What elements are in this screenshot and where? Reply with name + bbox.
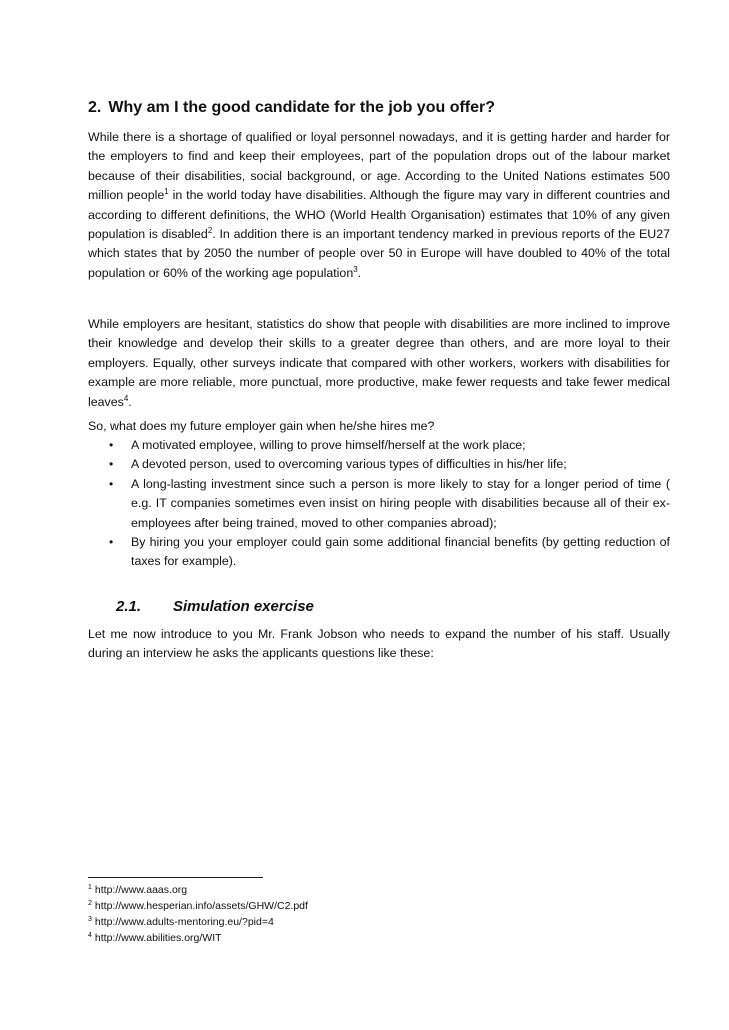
paragraph-question: So, what does my future employer gain when he/she hires me? (88, 419, 435, 433)
list-item (88, 455, 670, 474)
list-item (88, 436, 670, 455)
list-item (88, 475, 670, 533)
section-number: 2. (88, 99, 102, 116)
footnote-ref-1[interactable]: 1 (164, 187, 169, 197)
paragraph-text: . In addition there is an important tendency marked in previous reports of the EU27 which states that by 2050 the number of people over 50 in Europe will have doubled to 40% of the total population or 60% of the working age population (88, 227, 670, 280)
paragraph-statistics (88, 315, 670, 412)
footnote-link[interactable]: http://www.aaas.org (94, 884, 188, 896)
list-item-text: A motivated employee, willing to prove himself/herself at the work place; (131, 438, 526, 452)
list-item-text: A devoted person, used to overcoming various types of difficulties in his/her life; (131, 457, 567, 472)
footnote-link[interactable]: http://www.adults-mentoring.eu/?pid=4 (94, 916, 274, 928)
footnote-number: 4 (88, 931, 92, 939)
paragraph-text: While employers are hesitant, statistics do show that people with disabilities are more inclined to improve their knowledge and develop their skills to a greater degree than others, and are more loyal to their employers. Equally, other surveys indicate that compared with other workers, workers with disabilities for example are more reliable, more punctual, more productive, make fewer requests and take fewer medical leaves (88, 317, 670, 409)
paragraph-text: . (128, 394, 132, 409)
footnote-item (88, 930, 308, 946)
paragraph-text: in the world today have disabilities. Although the figure may vary in different countries and according to different definitions, the WHO (World Health Organisation) estimates that 10% of any given population is disabled (88, 188, 670, 242)
footnote-number: 2 (88, 899, 92, 907)
footnote-ref-2[interactable]: 2 (207, 225, 213, 235)
footnote-number: 3 (88, 915, 92, 923)
paragraph-intro (88, 128, 670, 283)
section-title: Why am I the good candidate for the job you offer? (108, 99, 496, 116)
footnote-separator (88, 877, 263, 878)
footnote-ref-4[interactable]: 4 (123, 393, 129, 403)
subsection-title: Simulation exercise (173, 598, 314, 615)
subsection-number: 2.1. (116, 598, 142, 615)
bullet-icon: • (109, 476, 114, 491)
subsection-heading (116, 598, 314, 615)
footnotes (88, 882, 308, 946)
bullet-icon: • (109, 457, 114, 472)
footnote-number: 1 (88, 883, 92, 891)
paragraph-simulation: Let me now introduce to you Mr. Frank Jobson who needs to expand the number of his staff. Usually during an interview he asks the applicants questions like these: (88, 627, 670, 661)
footnote-link[interactable]: http://www.abilities.org/WIT (94, 932, 222, 944)
paragraph-text: While there is a shortage of qualified or loyal personnel nowadays, and it is getting harder and harder for the employers to find and keep their employees, part of the population drops out of the labour market because of their disabilities, social background, or age. According to the United Nations estimates 500 million people (88, 130, 670, 203)
list-item-text: A long-lasting investment since such a person is more likely to stay for a longer period of time ( e.g. IT companies sometimes even insist on hiring people with disabilities because all of their ex-employees after being trained, moved to other companies abroad); (131, 476, 670, 530)
footnote-item (88, 914, 308, 930)
benefits-list (88, 436, 670, 572)
bullet-icon: • (109, 535, 114, 550)
paragraph-text: . (357, 265, 362, 280)
list-item-text: By hiring you your employer could gain some additional financial benefits (by getting reduction of taxes for example). (131, 535, 670, 569)
footnote-item (88, 882, 308, 898)
bullet-icon: • (109, 438, 114, 452)
footnote-item (88, 898, 308, 914)
footnote-ref-3[interactable]: 3 (353, 264, 358, 274)
footnote-link[interactable]: http://www.hesperian.info/assets/GHW/C2.pdf (94, 900, 308, 912)
section-heading (88, 99, 495, 117)
list-item (88, 533, 670, 572)
